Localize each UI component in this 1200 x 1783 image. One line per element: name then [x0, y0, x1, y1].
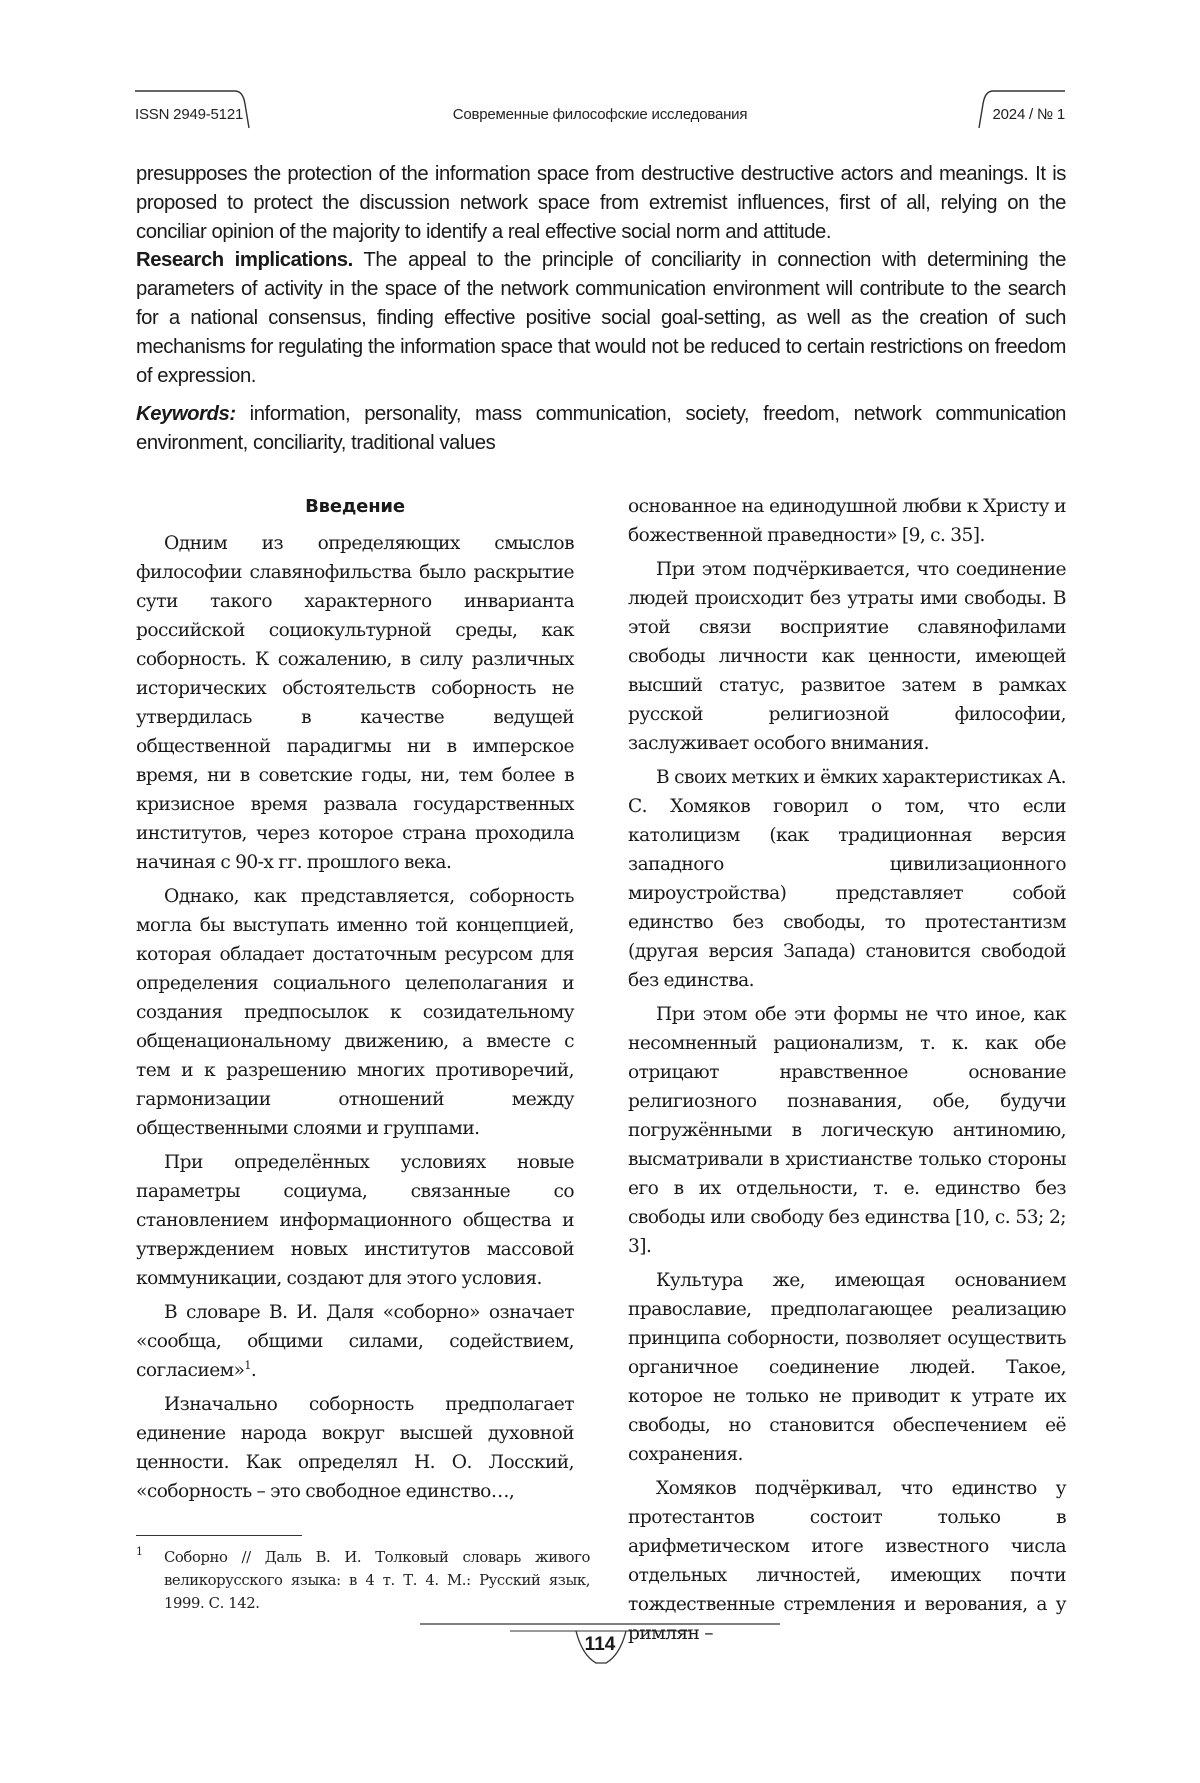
footnote-reference[interactable]: 1 [244, 1358, 251, 1372]
paragraph-text: В словаре В. И. Даля «соборно» означает «сообща, общими силами, содействием, согласием» [136, 1302, 574, 1381]
research-implications-text: The appeal to the principle of conciliarity in connection with determining the parameters of activity in the space of the network communication environment will contribute to the search for a national consensus, finding effective positive social goal-setting, as well as the creation of such mechanisms for regulating the information space that would not be reduced to certain restrictions on freedom of expression. [136, 249, 1066, 387]
footnote-text: Соборно // Даль В. И. Толковый словарь живого великорусского языка: в 4 т. Т. 4. М.: Русский язык, 1999. С. 142. [164, 1549, 590, 1612]
running-header [135, 90, 1065, 138]
header-issue: 2024 / № 1 [992, 106, 1065, 123]
research-implications [136, 246, 1066, 390]
paragraph: Хомяков подчёркивал, что единство у протестантов состоит только в арифметическом итоге известного числа отдельных личностей, имеющих почти тождественные стремления и верования, а у римлян – [628, 1478, 1066, 1644]
research-implications-label: Research implications. [136, 249, 353, 272]
paragraph: В своих метких и ёмких характеристиках А. С. Хомяков говорил о том, что если католицизм (как традиционная версия западного цивилизационного мироустройства) представляет собой единство без свободы, то протестантизм (другая версия Запада) становится свободой без единства. [628, 767, 1066, 991]
body-column-right [628, 492, 1066, 1653]
english-abstract [136, 160, 1066, 458]
footnote-mark: 1 [136, 1545, 143, 1558]
header-issn: ISSN 2949-5121 [135, 106, 244, 123]
paragraph: Культура же, имеющая основанием православие, предполагающее реализацию принципа соборности, позволяет осуществить органичное соединение людей. Такое, которое не только не приводит к утрате их свободы, но становится обеспечением её сохранения. [628, 1270, 1066, 1465]
footnote [136, 1546, 590, 1615]
keywords-text: information, personality, mass communication, society, freedom, network communication environment, conciliarity, traditional values [136, 403, 1066, 455]
body-column-left [136, 492, 574, 1511]
paragraph [136, 1298, 574, 1385]
paragraph-end: . [250, 1360, 257, 1381]
keywords-label: Keywords: [136, 403, 236, 426]
page-footer [400, 1615, 800, 1675]
paragraph: При этом подчёркивается, что соединение людей происходит без утраты ими свободы. В этой связи восприятие славянофилами свободы личности как ценности, имеющей высший статус, развитое затем в рамках русской религиозной философии, заслуживает особого внимания. [628, 559, 1066, 754]
paragraph: При определённых условиях новые параметры социума, связанные со становлением информационного общества и утверждением новых институтов массовой коммуникации, создают для этого условия. [136, 1152, 574, 1289]
abstract-continuation: presupposes the protection of the information space from destructive destructive actors and meanings. It is proposed to protect the discussion network space from extremist influences, first of all, relying on the conciliar opinion of the majority to identify a real effective social norm and attitude. [136, 163, 1066, 243]
page-number: 114 [584, 1634, 616, 1655]
paragraph: основанное на единодушной любви к Христу и божественной праведности» [9, с. 35]. [628, 496, 1066, 546]
footnote-divider [136, 1535, 302, 1536]
paragraph: Одним из определяющих смыслов философии славянофильства было раскрытие сути такого характерного инварианта российской социокультурной среды, как соборность. К сожалению, в силу различных исторических обстоятельств соборность не утвердилась в качестве ведущей общественной парадигмы ни в имперское время, ни в советские годы, ни, тем более в кризисное время развала государственных институтов, через которое страна проходила начиная с 90-х гг. прошлого века. [136, 533, 574, 873]
keywords [136, 400, 1066, 458]
paragraph: Изначально соборность предполагает единение народа вокруг высшей духовной ценности. Как определял Н. О. Лосский, «соборность – это свободное единство…, [136, 1394, 574, 1502]
paragraph: Однако, как представляется, соборность могла бы выступать именно той концепцией, которая обладает достаточным ресурсом для определения социального целеполагания и создания предпосылок к созидательному общенациональному движению, а вместе с тем и к разрешению многих противоречий, гармонизации отношений между общественными слоями и группами. [136, 886, 574, 1139]
header-journal-title: Современные философские исследования [452, 106, 748, 123]
section-title: Введение [305, 496, 405, 517]
paragraph: При этом обе эти формы не что иное, как несомненный рационализм, т. к. как обе отрицают нравственное основание религиозного познавания, обе, будучи погружёнными в логическую антиномию, высматривали в христианстве только стороны его в их отдельности, т. е. единство без свободы или свободу без единства [10, с. 53; 2; 3]. [628, 1004, 1066, 1257]
